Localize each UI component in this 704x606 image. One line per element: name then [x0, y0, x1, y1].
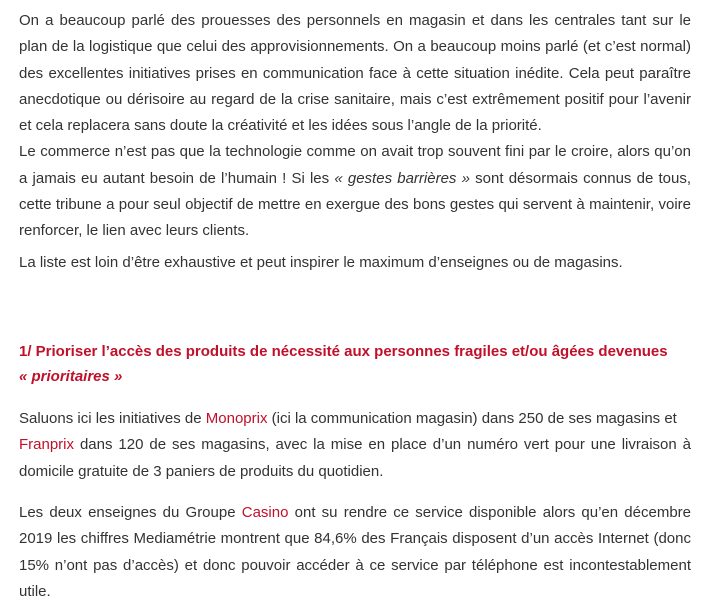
casino-paragraph — [19, 500, 691, 605]
section-heading-1 — [19, 339, 691, 389]
intro-line-3: sont désormais connus de tous, cette tribune a pour seul objectif de mettre en exergue des bons gestes qui servent à maintenir, voire renforcer, le lien avec leurs clients. — [19, 169, 692, 240]
section-heading-emphasis: « prioritaires » — [19, 368, 123, 385]
gestes-barrieres-emphasis: « gestes barrières » — [334, 169, 470, 187]
monoprix-link[interactable]: Monoprix — [205, 410, 268, 427]
p4-after-casino: ont su rendre ce service disponible alors qu’en décembre 2019 les chiffres Mediamétrie montrent que 84,6% des Français disposent d’un accès Internet (donc 15% n’ont pas d’accès) et donc pouvoir accéder à ce service par téléphone est incontestablement utile. — [19, 504, 691, 600]
p3-after-monoprix: (ici la communication magasin) dans 250 de ses magasins et — [271, 410, 677, 427]
section-heading-text: 1/ Prioriser l’accès des produits de nécessité aux personnes fragiles et/ou âgées devenues — [19, 343, 668, 360]
casino-link[interactable]: Casino — [241, 504, 289, 521]
intro-line-1: On a beaucoup parlé des prouesses des personnels en magasin et dans les centrales tant sur le plan de la logistique que celui des approvisionnements. On a beaucoup moins parlé (et c’est normal) des excellentes initiatives prises en communication face à cette situation inédite. Cela peut paraître anecdotique ou dérisoire au regard de la crise sanitaire, mais c’est extrêmement positif pour l’avenir et cela replacera sans doute la créativité et les idées sous l’angle de la priorité. — [19, 12, 691, 135]
p3-before-monoprix: Saluons ici les initiatives de — [19, 410, 202, 427]
franprix-link[interactable]: Franprix — [19, 436, 75, 454]
intro-line-2: Le commerce n’est pas que la technologie comme on avait trop souvent fini par le croire, alors qu’on a jamais eu autant besoin de l’humain ! Si les — [19, 143, 691, 187]
monoprix-paragraph — [19, 406, 691, 485]
p4-before-casino: Les deux enseignes du Groupe — [19, 504, 236, 521]
p3-after-franprix: dans 120 de ses magasins, avec la mise en place d’un numéro vert pour une livraison à domicile gratuite de 3 paniers de produits du quotidien. — [19, 436, 691, 480]
intro-paragraph — [19, 8, 691, 245]
list-note-paragraph: La liste est loin d’être exhaustive et peut inspirer le maximum d’enseignes ou de magasins. — [19, 254, 623, 271]
